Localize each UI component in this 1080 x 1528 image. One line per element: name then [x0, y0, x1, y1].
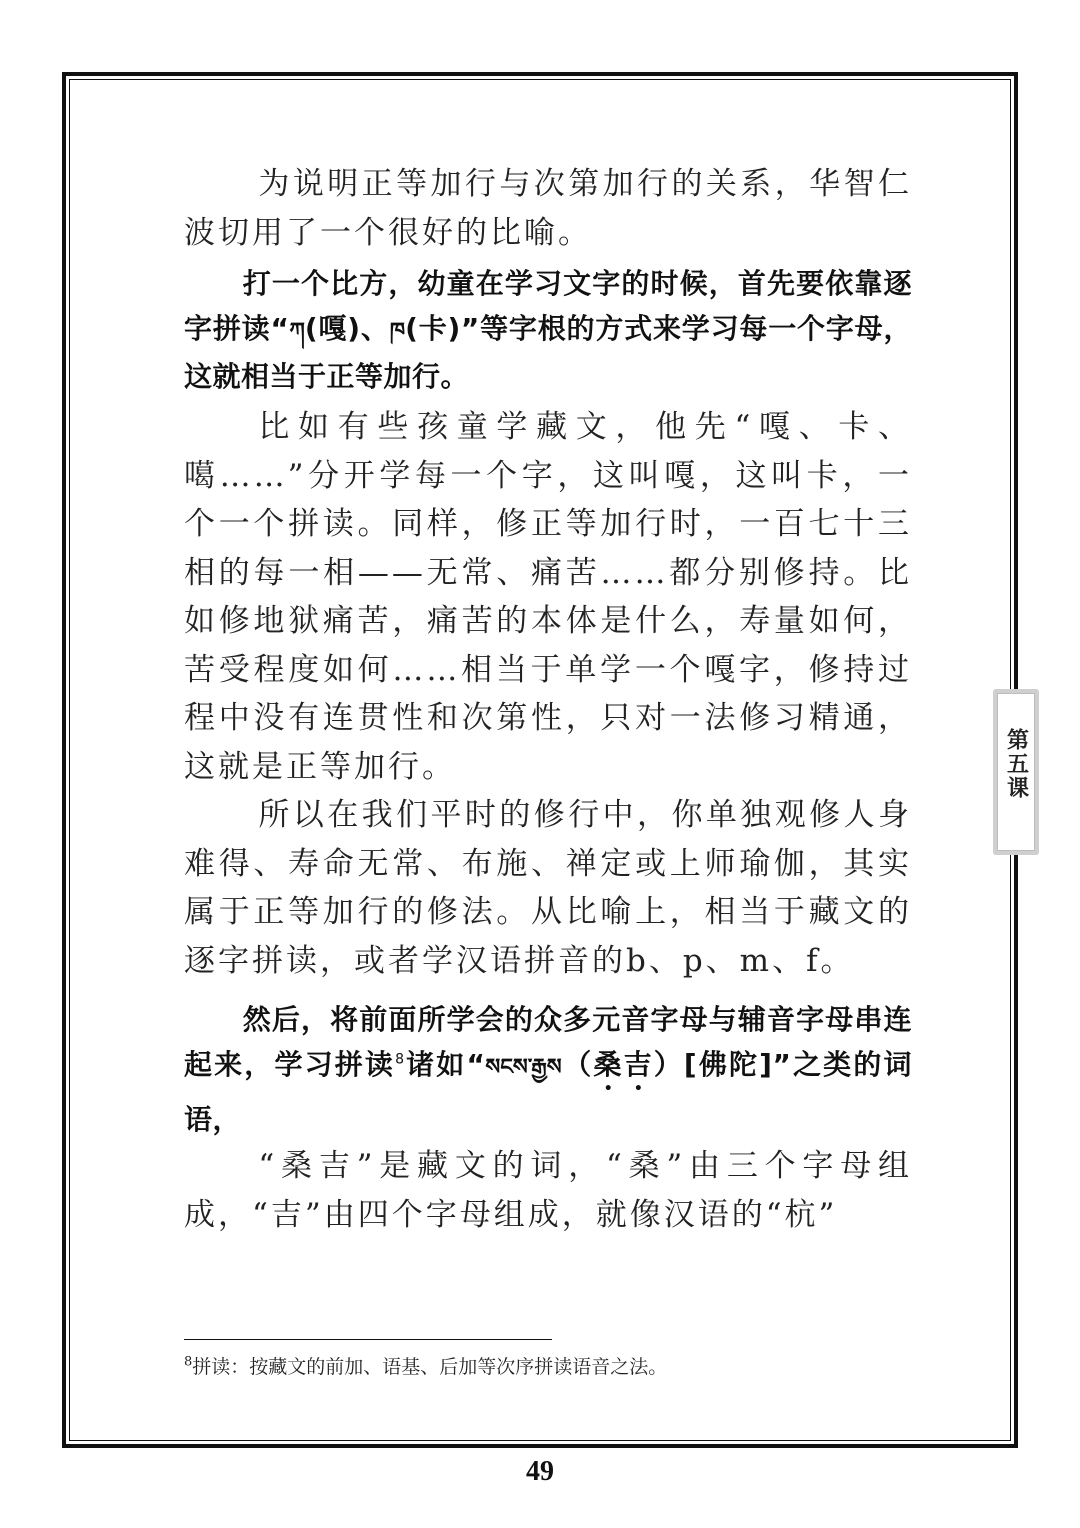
footnote-text: 拼读：按藏文的前加、语基、后加等次序拼读语音之法。 [192, 1356, 668, 1378]
footnote-divider [184, 1339, 552, 1340]
root-text-2-part-a: 然后，将前面所学会的众多元音字母与辅音字母串连起来，学习拼读 [184, 1003, 912, 1081]
lesson-side-tab [993, 689, 1039, 855]
commentary-paragraph-1: 为说明正等加行与次第加行的关系，华智仁波切用了一个很好的比喻。 [184, 166, 912, 251]
root-text-2-part-d: ）[佛陀]”之类的词语， [184, 1048, 912, 1136]
root-text-1-part-b: (嘎)、 [304, 312, 390, 345]
lesson-label: 第五课 [1003, 728, 1029, 800]
root-text-2-part-c: （ [561, 1048, 594, 1081]
footnote-reference-8: 8 [395, 1051, 405, 1068]
root-text-paragraph-1 [184, 261, 912, 399]
tibetan-word-sangye: སངས་རྒྱས [485, 1055, 562, 1080]
footnote [184, 1353, 667, 1381]
root-text-paragraph-2 [184, 997, 912, 1142]
root-text-1-part-a: 打一个比方，幼童在学习文字的时候，首先要依靠逐字拼读“ [184, 267, 912, 345]
root-text-2-part-b: 诸如“ [404, 1048, 486, 1081]
root-text-1-part-c: (卡)”等字根的方式来学习每一个字母，这就相当于正等加行。 [184, 312, 912, 393]
tibetan-letter-kha: ཁ [389, 319, 406, 344]
tibetan-letter-ka: ཀ [289, 319, 305, 344]
footnote-number: 8 [184, 1354, 193, 1370]
commentary-paragraph-2: 比如有些孩童学藏文，他先“嘎、卡、噶……”分开学每一个字，这叫嘎，这叫卡，一个一个拼读。同样，修正等加行时，一百七十三相的每一相——无常、痛苦……都分别修持。比如修地狱痛苦，痛苦的本体是什么，寿量如何，苦受程度如何……相当于单学一个嘎字，修持过程中没有连贯性和次第性，只对一法修习精通，这就是正等加行。 [184, 409, 912, 785]
page-body [184, 160, 912, 1239]
dotted-word-sangji: 桑吉 [593, 1048, 654, 1081]
commentary-paragraph-3: 所以在我们平时的修行中，你单独观修人身难得、寿命无常、布施、禅定或上师瑜伽，其实属于正等加行的修法。从比喻上，相当于藏文的逐字拼读，或者学汉语拼音的b、p、m、f。 [184, 797, 912, 979]
page-number: 49 [526, 1456, 554, 1487]
commentary-paragraph-4: “桑吉”是藏文的词，“桑”由三个字母组成，“吉”由四个字母组成，就像汉语的“杭” [184, 1148, 912, 1233]
